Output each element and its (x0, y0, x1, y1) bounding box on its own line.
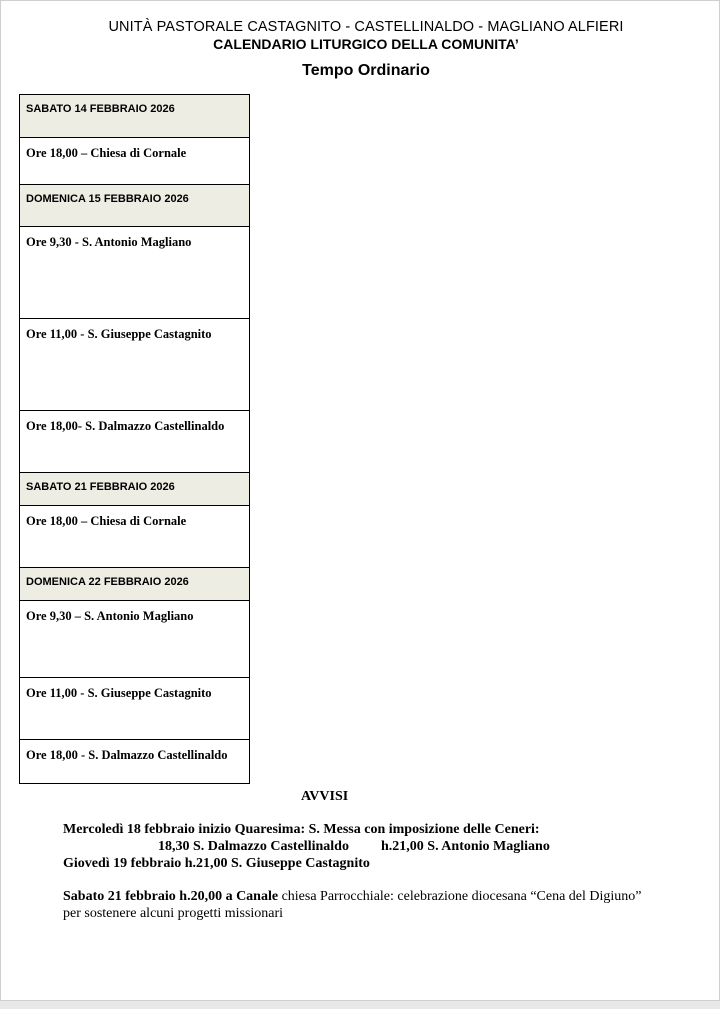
calendar-mass-row: Ore 11,00 - S. Giuseppe Castagnito (20, 678, 249, 740)
calendar-day-row: DOMENICA 22 FEBBRAIO 2026 (20, 568, 249, 601)
parishes-header: UNITÀ PASTORALE CASTAGNITO - CASTELLINALDO - MAGLIANO ALFIERI (108, 19, 624, 35)
notice-cena-text: chiesa Parrocchiale: celebrazione diocesana “Cena del Digiuno” (278, 889, 642, 904)
notice-cena-digiuno (63, 889, 642, 905)
notice-mass-castellinaldo: 18,30 S. Dalmazzo Castellinaldo (158, 839, 349, 854)
calendar-mass-row: Ore 18,00 – Chiesa di Cornale (20, 138, 249, 185)
calendar-mass-row: Ore 18,00- S. Dalmazzo Castellinaldo (20, 411, 249, 473)
calendar-mass-row: Ore 18,00 - S. Dalmazzo Castellinaldo (26, 748, 228, 762)
calendar-mass-row: Ore 9,30 – S. Antonio Magliano (20, 601, 249, 678)
liturgical-calendar-table (19, 94, 250, 784)
notice-thursday: Giovedì 19 febbraio h.21,00 S. Giuseppe Castagnito (63, 856, 370, 871)
season-title: Tempo Ordinario (302, 62, 430, 79)
calendar-mass-row: Ore 11,00 - S. Giuseppe Castagnito (20, 319, 249, 411)
notice-cena-date: Sabato 21 febbraio h.20,00 a Canale (63, 889, 279, 904)
notice-missions: per sostenere alcuni progetti missionari (63, 906, 284, 921)
calendar-title: CALENDARIO LITURGICO DELLA COMUNITA’ (213, 36, 519, 52)
calendar-day-row: DOMENICA 15 FEBBRAIO 2026 (20, 185, 249, 227)
calendar-day-row: SABATO 21 FEBBRAIO 2026 (20, 473, 249, 506)
calendar-mass-row: Ore 9,30 - S. Antonio Magliano (20, 227, 249, 319)
calendar-day-row: SABATO 14 FEBBRAIO 2026 (20, 95, 249, 138)
notice-mass-magliano: h.21,00 S. Antonio Magliano (381, 839, 550, 854)
calendar-mass-row: Ore 18,00 – Chiesa di Cornale (20, 506, 249, 568)
avvisi-title: AVVISI (301, 789, 349, 804)
notice-ash-wednesday: Mercoledì 18 febbraio inizio Quaresima: S. Messa con imposizione delle Ceneri: (63, 822, 540, 837)
